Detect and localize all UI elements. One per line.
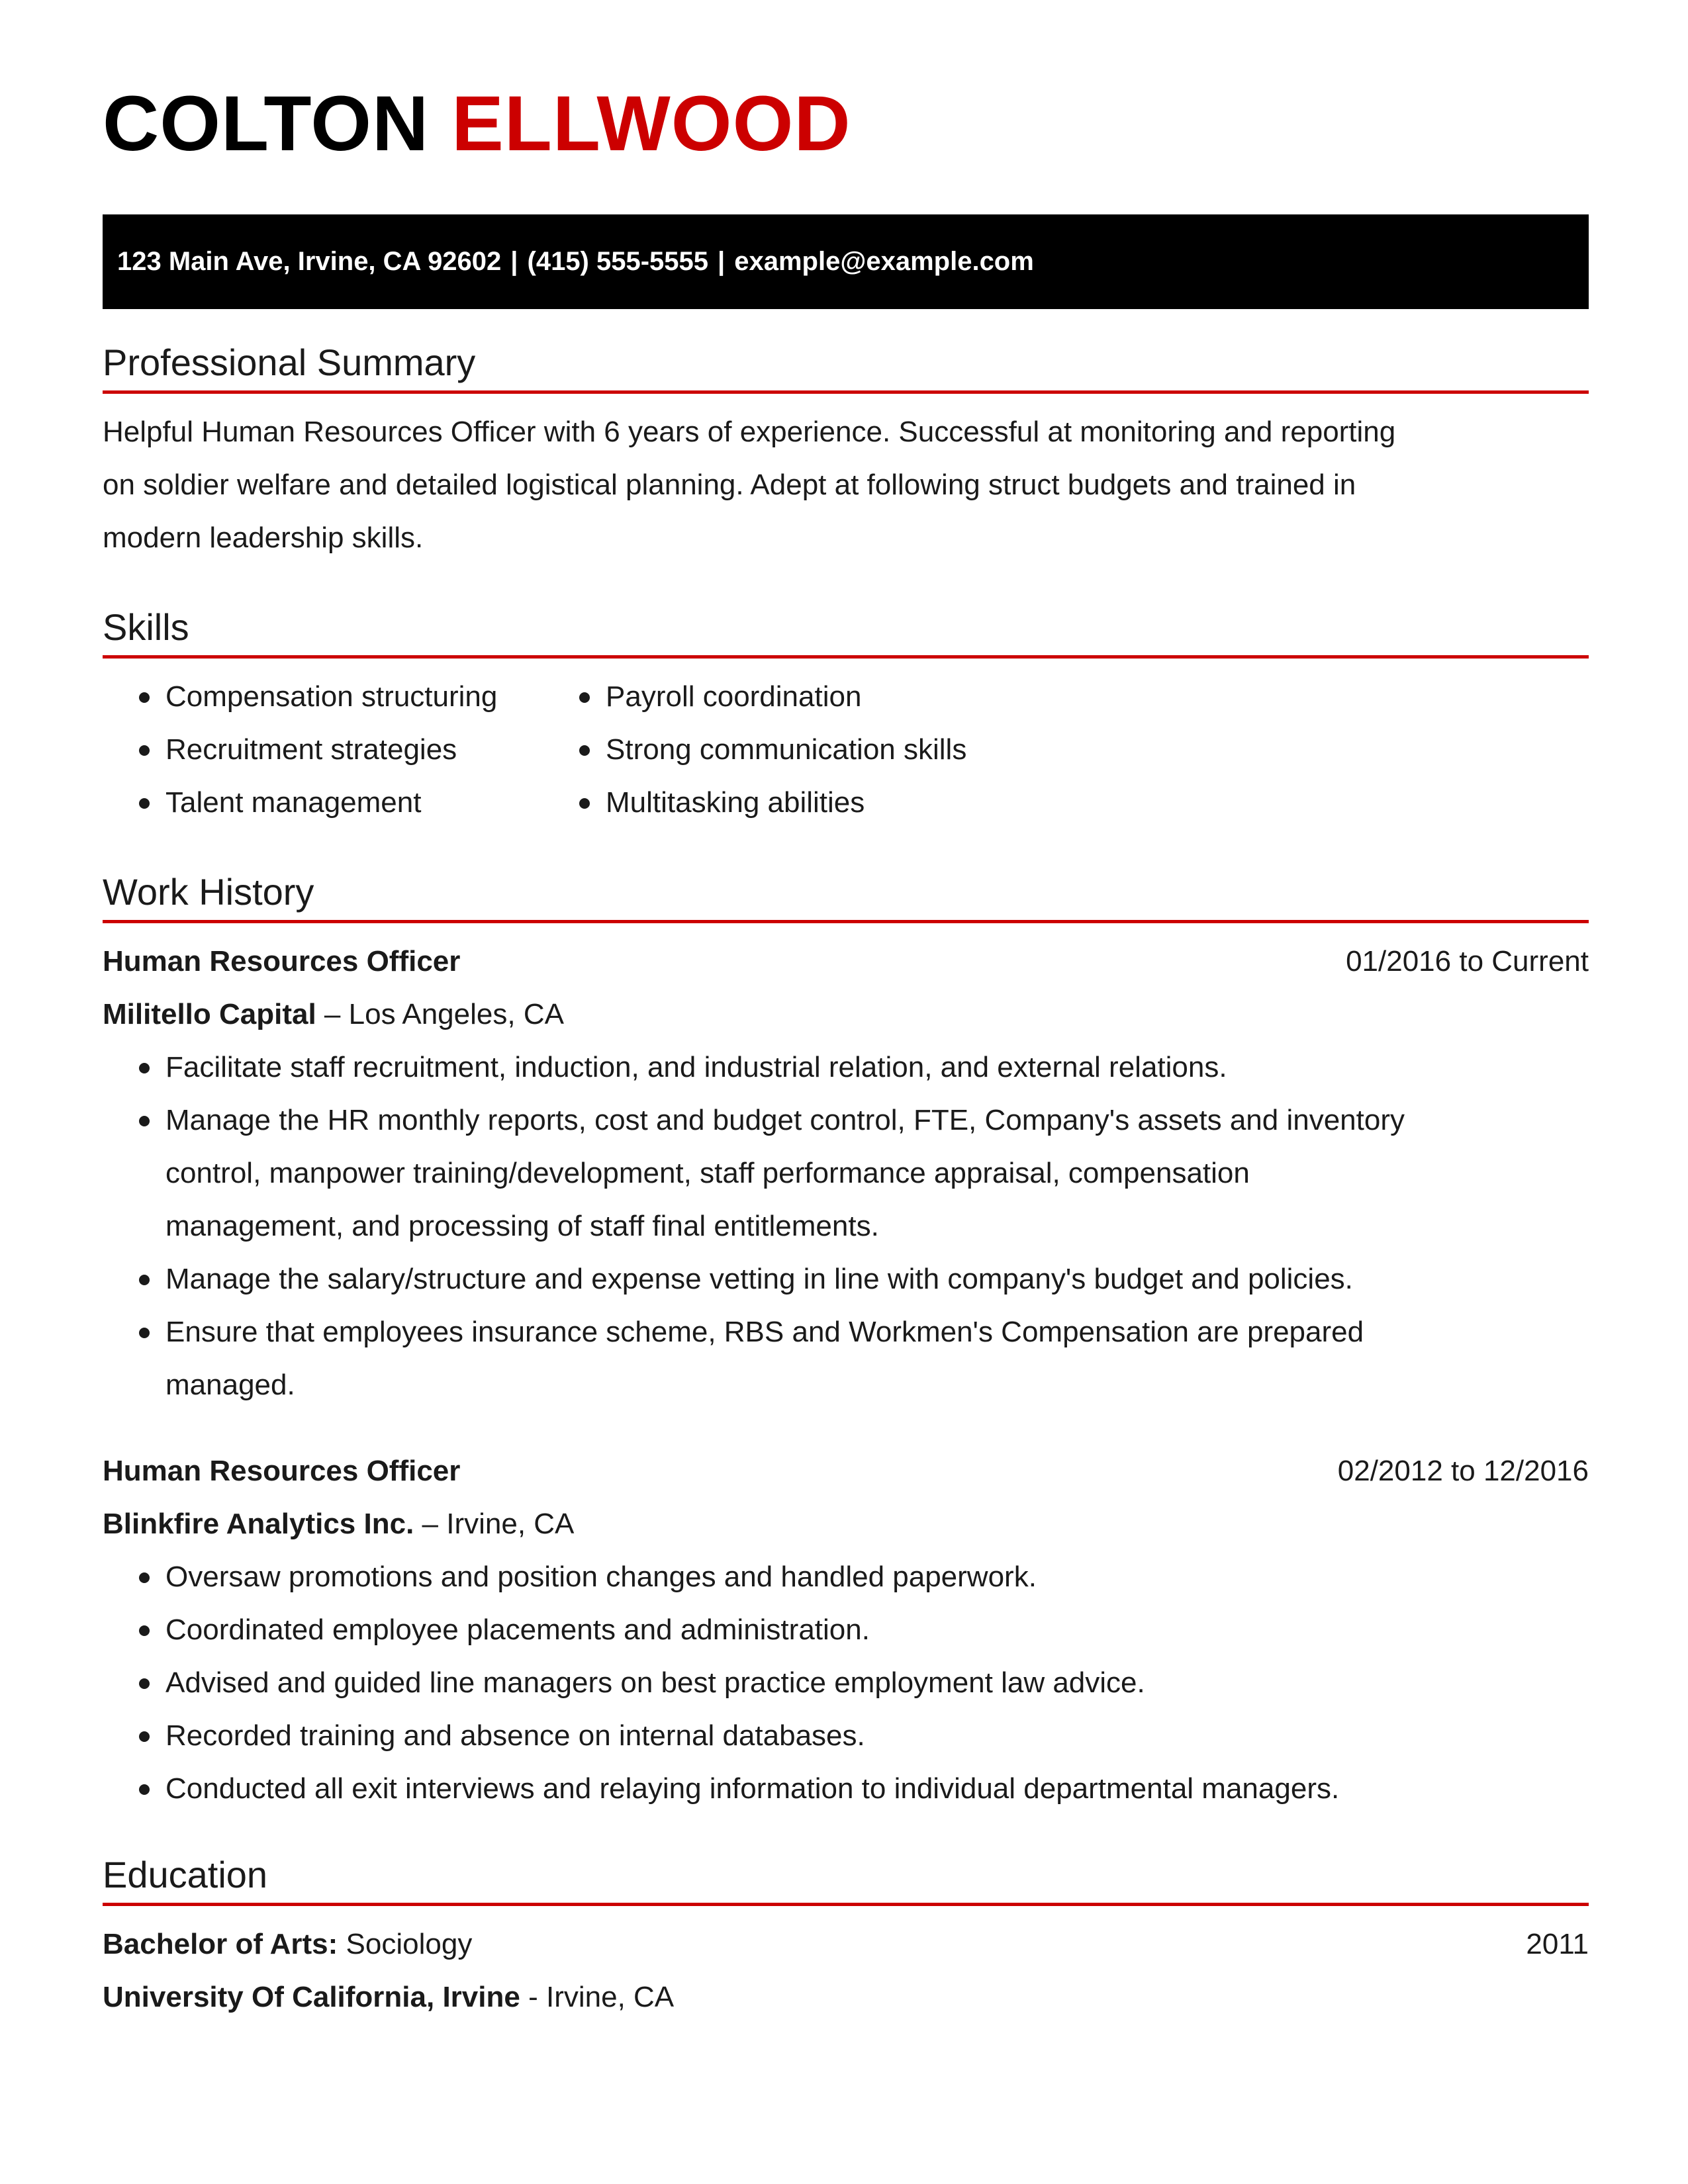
duty-item — [103, 1657, 1589, 1709]
duty-text: Coordinated employee placements and administration. — [165, 1614, 870, 1646]
summary-line: Helpful Human Resources Officer with 6 years of experience. Successful at monitoring and reporting — [103, 416, 1396, 448]
bullet-icon — [139, 798, 150, 809]
job-header — [103, 935, 1589, 988]
duty-text: Ensure that employees insurance scheme, RBS and Workmen's Compensation are prepared — [165, 1316, 1364, 1348]
bullet-icon — [139, 1572, 150, 1583]
phone: (415) 555-5555 — [527, 247, 709, 276]
education-section — [103, 1856, 1589, 2024]
bullet-icon — [579, 692, 590, 703]
bullet-icon — [139, 1784, 150, 1795]
skill-item — [566, 670, 1029, 723]
bullet-icon — [579, 798, 590, 809]
duty-item — [103, 1094, 1589, 1253]
first-name: COLTON — [103, 80, 430, 167]
section-heading-skills: Skills — [103, 609, 1589, 659]
company-line — [103, 1498, 1589, 1551]
bullet-icon — [139, 1731, 150, 1742]
bullet-icon — [139, 1063, 150, 1073]
work-history-section — [103, 871, 1589, 1815]
summary-section — [103, 341, 1589, 565]
school-line — [103, 1971, 1589, 2024]
email: example@example.com — [734, 247, 1034, 276]
bullet-icon — [139, 692, 150, 703]
duty-item — [103, 1551, 1589, 1604]
bullet-icon — [139, 1275, 150, 1285]
job-title: Human Resources Officer — [103, 1455, 461, 1487]
last-name: ELLWOOD — [451, 80, 851, 167]
bullet-icon — [579, 745, 590, 756]
duty-item — [103, 1762, 1589, 1815]
bullet-icon — [139, 1116, 150, 1126]
job-duties — [103, 1041, 1589, 1412]
duty-text: Manage the HR monthly reports, cost and budget control, FTE, Company's assets and inventory — [165, 1104, 1405, 1136]
skill-label: Strong communication skills — [606, 733, 967, 766]
address: 123 Main Ave, Irvine, CA 92602 — [117, 247, 502, 276]
candidate-name — [103, 80, 851, 167]
skill-label: Recruitment strategies — [165, 733, 457, 766]
skill-label: Compensation structuring — [165, 680, 498, 713]
skills-grid — [103, 670, 1589, 829]
education-entry — [103, 1918, 1589, 2024]
bullet-icon — [139, 1678, 150, 1689]
skills-column — [103, 670, 566, 829]
location-separator: – — [316, 998, 349, 1030]
school-name: University Of California, Irvine — [103, 1981, 520, 2013]
duty-item — [103, 1604, 1589, 1657]
duty-item — [103, 1306, 1589, 1412]
company-location: Los Angeles, CA — [348, 998, 564, 1030]
skill-item — [566, 776, 1029, 829]
job-duties — [103, 1551, 1589, 1815]
summary-text — [103, 406, 1589, 565]
location-separator: - — [520, 1981, 546, 2013]
company-name: Blinkfire Analytics Inc. — [103, 1508, 414, 1540]
duty-item — [103, 1709, 1589, 1762]
duty-text: management, and processing of staff final entitlements. — [165, 1210, 879, 1242]
job-entry — [103, 935, 1589, 1412]
skill-item — [103, 776, 566, 829]
skill-label: Talent management — [165, 786, 422, 819]
contact-separator: | — [718, 247, 726, 276]
company-name: Militello Capital — [103, 998, 316, 1030]
degree-row — [103, 1918, 1589, 1971]
section-heading-summary: Professional Summary — [103, 344, 1589, 394]
bullet-icon — [139, 745, 150, 756]
skill-label: Payroll coordination — [606, 680, 862, 713]
job-dates: 02/2012 to 12/2016 — [1337, 1455, 1589, 1487]
bullet-icon — [139, 1625, 150, 1636]
duty-text: Manage the salary/structure and expense vetting in line with company's budget and policies. — [165, 1263, 1353, 1295]
job-title: Human Resources Officer — [103, 945, 461, 978]
school-location: Irvine, CA — [545, 1981, 675, 2013]
duty-text: Facilitate staff recruitment, induction, and industrial relation, and external relations. — [165, 1051, 1227, 1083]
skill-item — [566, 723, 1029, 776]
duty-text: Conducted all exit interviews and relaying information to individual departmental managers. — [165, 1772, 1340, 1805]
skill-item — [103, 723, 566, 776]
skills-column — [566, 670, 1029, 829]
summary-line: modern leadership skills. — [103, 522, 424, 554]
skills-section — [103, 606, 1589, 829]
duty-text: control, manpower training/development, staff performance appraisal, compensation — [165, 1157, 1250, 1189]
duty-text: managed. — [165, 1369, 295, 1401]
graduation-year: 2011 — [1526, 1928, 1589, 1960]
bullet-icon — [139, 1328, 150, 1338]
company-line — [103, 988, 1589, 1041]
summary-line: on soldier welfare and detailed logistical planning. Adept at following struct budgets and trained in — [103, 469, 1356, 501]
job-dates: 01/2016 to Current — [1346, 945, 1589, 978]
duty-text: Recorded training and absence on internal databases. — [165, 1719, 865, 1752]
job-entry — [103, 1445, 1589, 1815]
section-heading-work: Work History — [103, 874, 1589, 923]
section-heading-education: Education — [103, 1856, 1589, 1906]
degree-line — [103, 1918, 472, 1971]
duty-item — [103, 1253, 1589, 1306]
location-separator: – — [414, 1508, 447, 1540]
degree-field: Sociology — [338, 1928, 473, 1960]
duty-text: Oversaw promotions and position changes and handled paperwork. — [165, 1561, 1037, 1593]
skill-label: Multitasking abilities — [606, 786, 865, 819]
company-location: Irvine, CA — [446, 1508, 575, 1540]
contact-bar — [103, 214, 1589, 309]
degree-name: Bachelor of Arts: — [103, 1928, 338, 1960]
duty-text: Advised and guided line managers on best practice employment law advice. — [165, 1666, 1145, 1699]
duty-item — [103, 1041, 1589, 1094]
contact-separator: | — [510, 247, 518, 276]
skill-item — [103, 670, 566, 723]
job-header — [103, 1445, 1589, 1498]
